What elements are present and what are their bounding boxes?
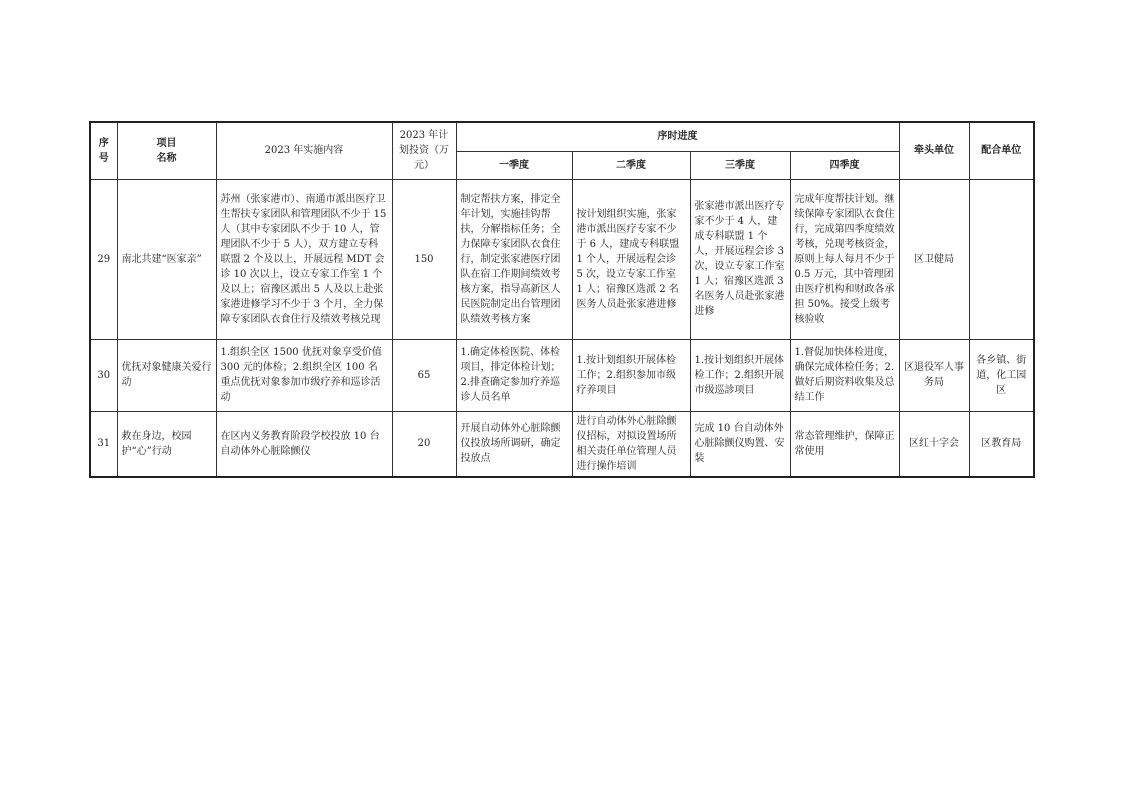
header-q1: 一季度 [456, 151, 572, 179]
table-row [90, 339, 1034, 411]
row-project: 优抚对象健康关爱行动 [117, 339, 216, 411]
row-q1: 开展自动体外心脏除颤仪投放场所调研，确定投放点 [456, 411, 572, 477]
row-q4: 1.督促加快体检进度，确保完成体检任务；2.做好后期资料收集及总结工作 [790, 339, 899, 411]
row-q1: 制定帮扶方案，排定全年计划，实施挂钩帮扶，分解指标任务；全力保障专家团队衣食住行，制定张家港医疗团队在宿工作期间绩效考核方案，指导高新区人民医院制定出台管理团队绩效考核方案 [456, 179, 572, 339]
header-q2: 二季度 [572, 151, 690, 179]
row-invest: 65 [392, 339, 456, 411]
header-project: 项目 名称 [117, 122, 216, 179]
row-content: 苏州（张家港市）、南通市派出医疗卫生帮扶专家团队和管理团队不少于 15 人（其中专家团队不少于 10 人，管理团队不少于 5 人），双方建立专科联盟 2 个及以上，开展远程 MDT 会诊 10 次以上，设立专家工作室 1 个及以上；宿豫区派出 5 人及以上赴张家港进修学习不少于 3 个月，全力保障专家团队衣食住行及绩效考核兑现 [216, 179, 392, 339]
row-content: 1.组织全区 1500 优抚对象享受价值 300 元的体检；2.组织全区 100 名重点优抚对象参加市级疗养和巡诊活动 [216, 339, 392, 411]
project-plan-table [89, 121, 1035, 478]
row-invest: 20 [392, 411, 456, 477]
row-q1: 1.确定体检医院、体检项目，排定体检计划；2.排查确定参加疗养巡诊人员名单 [456, 339, 572, 411]
header-q3: 三季度 [690, 151, 790, 179]
header-coop: 配合单位 [969, 122, 1034, 179]
row-q3: 1.按计划组织开展体检工作；2.组织开展市级巡診项目 [690, 339, 790, 411]
row-coop: 区教育局 [969, 411, 1034, 477]
row-project: 救在身边，校园护“心”行动 [117, 411, 216, 477]
row-lead: 区红十字会 [899, 411, 969, 477]
row-seq: 29 [90, 179, 117, 339]
row-coop: 各乡镇、街道，化工园区 [969, 339, 1034, 411]
row-q2: 1.按计划组织开展体检工作；2.组织参加市级疗养项目 [572, 339, 690, 411]
row-q2: 进行自动体外心脏除颤仪招标，对拟设置场所相关责任单位管理人员进行操作培训 [572, 411, 690, 477]
row-project: 南北共建“医家亲” [117, 179, 216, 339]
header-progress: 序时进度 [456, 122, 899, 151]
row-q2: 按计划组织实施，张家港市派出医疗专家不少于 6 人，建成专科联盟 1 个人，开展远程会诊 5 次，设立专家工作室 1 人；宿豫区选派 2 名医务人员赴张家港进修 [572, 179, 690, 339]
row-lead: 区退役军人事务局 [899, 339, 969, 411]
row-q3: 完成 10 台自动体外心脏除颤仪购置、安装 [690, 411, 790, 477]
row-coop [969, 179, 1034, 339]
row-q4: 常态管理维护，保障正常使用 [790, 411, 899, 477]
table-row [90, 179, 1034, 339]
table-header-row [90, 122, 1034, 151]
row-invest: 150 [392, 179, 456, 339]
row-content: 在区内义务教育阶段学校投放 10 台自动体外心脏除颤仪 [216, 411, 392, 477]
header-seq: 序号 [90, 122, 117, 179]
row-lead: 区卫健局 [899, 179, 969, 339]
header-q4: 四季度 [790, 151, 899, 179]
table-row [90, 411, 1034, 477]
header-content: 2023 年实施内容 [216, 122, 392, 179]
row-seq: 30 [90, 339, 117, 411]
row-q4: 完成年度帮扶计划。继续保障专家团队衣食住行，完成第四季度绩效考核，兑现考核资金，原则上每人每月不少于 0.5 万元，其中管理团由医疗机构和财政各承担 50%。接受上级考核验收 [790, 179, 899, 339]
header-lead: 牵头单位 [899, 122, 969, 179]
row-seq: 31 [90, 411, 117, 477]
row-q3: 张家港市派出医疗专家不少于 4 人，建成专科联盟 1 个人，开展远程会诊 3 次，设立专家工作室 1 人；宿豫区选派 3 名医务人员赴张家港进修 [690, 179, 790, 339]
header-invest: 2023 年计划投资（万元） [392, 122, 456, 179]
